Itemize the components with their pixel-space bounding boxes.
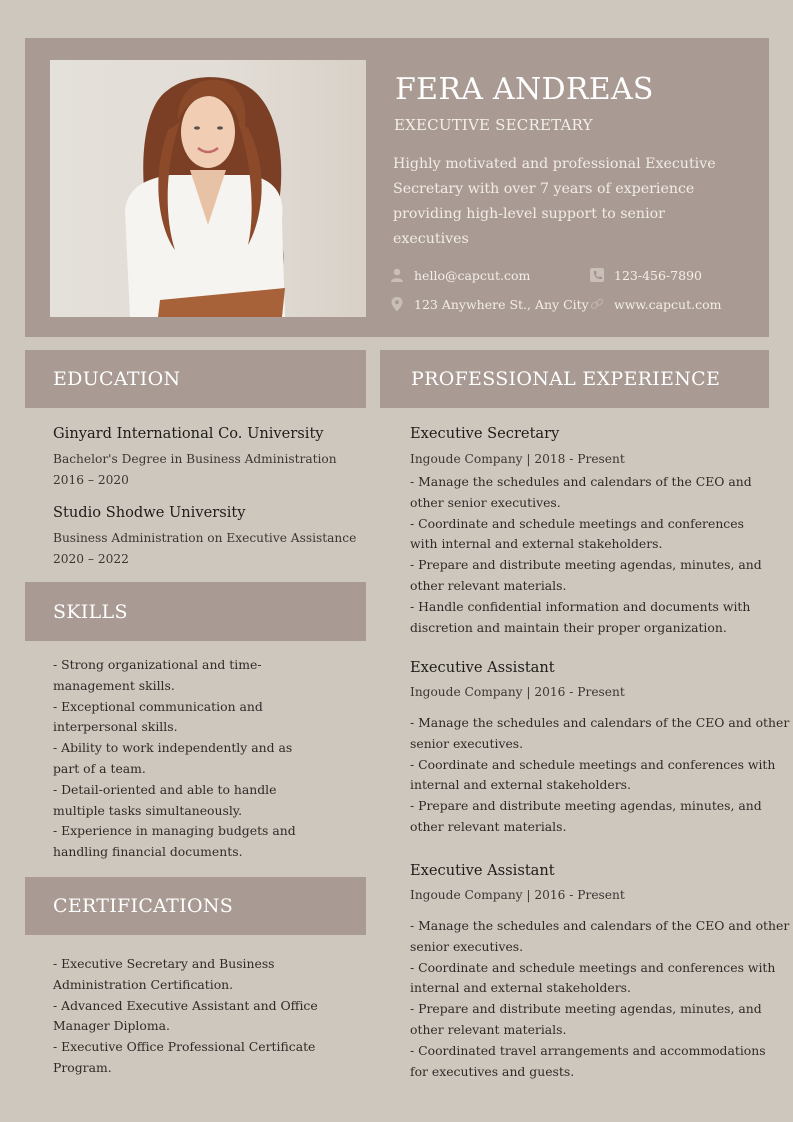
certification-line: Manager Diploma.	[53, 1018, 170, 1034]
certification-line: - Advanced Executive Assistant and Office	[53, 997, 318, 1013]
skills-heading: SKILLS	[53, 600, 128, 623]
skills-heading-box	[25, 582, 366, 641]
skill-line: - Detail-oriented and able to handle	[53, 781, 277, 797]
duty-line: - Coordinate and schedule meetings and conferences with	[410, 959, 776, 975]
education-heading: EDUCATION	[53, 368, 181, 390]
duty-line: - Coordinate and schedule meetings and conferences	[410, 515, 744, 531]
duty-line: - Prepare and distribute meeting agendas, minutes, and	[410, 798, 762, 814]
summary-line: Secretary with over 7 years of experience	[393, 181, 695, 197]
skill-line: - Ability to work independently and as	[53, 740, 293, 756]
address-text: 123 Anywhere St., Any City	[414, 296, 589, 312]
duty-line: - Manage the schedules and calendars of the CEO and other	[410, 918, 790, 933]
skill-line: multiple tasks simultaneously.	[53, 802, 243, 818]
education-years: 2016 – 2020	[53, 473, 129, 487]
website-text: www.capcut.com	[614, 296, 722, 312]
summary-line: providing high-level support to senior	[393, 206, 665, 222]
job-title: Executive Secretary	[410, 425, 560, 442]
job-duties	[410, 713, 789, 838]
duty-line: for executives and guests.	[410, 1063, 575, 1079]
duty-line: - Handle confidential information and documents with	[410, 598, 751, 614]
skill-line: - Strong organizational and time-	[53, 657, 262, 672]
contact-email[interactable]	[389, 267, 530, 283]
duty-line: discretion and maintain their proper organization.	[410, 619, 727, 635]
summary-line: Highly motivated and professional Executive	[393, 156, 716, 172]
person-icon	[389, 267, 405, 283]
certification-line: Program.	[53, 1059, 112, 1075]
experience-heading: PROFESSIONAL EXPERIENCE	[411, 368, 721, 390]
certifications-list	[53, 954, 318, 1079]
duty-line: other relevant materials.	[410, 1021, 567, 1037]
education-heading-box	[25, 350, 366, 408]
location-pin-icon	[389, 296, 405, 312]
contact-website[interactable]	[589, 296, 721, 312]
contact-phone[interactable]	[589, 267, 702, 283]
education-degree: Business Administration on Executive Assistance	[53, 531, 357, 545]
duty-line: other relevant materials.	[410, 818, 567, 834]
job-title: Executive Assistant	[410, 862, 555, 879]
candidate-name: FERA ANDREAS	[395, 72, 654, 107]
job-title: Executive Assistant	[410, 659, 555, 676]
certification-line: - Executive Secretary and Business	[53, 956, 275, 971]
duty-line: - Manage the schedules and calendars of the CEO and	[410, 474, 752, 489]
skill-line: handling financial documents.	[53, 844, 243, 860]
duty-line: - Prepare and distribute meeting agendas, minutes, and	[410, 557, 762, 573]
skill-line: interpersonal skills.	[53, 719, 178, 735]
duty-line: - Manage the schedules and calendars of the CEO and other	[410, 715, 790, 730]
duty-line: senior executives.	[410, 938, 524, 954]
duty-line: senior executives.	[410, 735, 524, 751]
job-title: EXECUTIVE SECRETARY	[394, 116, 593, 134]
duty-line: other relevant materials.	[410, 577, 567, 593]
job-duties	[410, 916, 789, 1082]
profile-summary	[393, 152, 743, 252]
duty-line: internal and external stakeholders.	[410, 980, 631, 996]
certification-line: - Executive Office Professional Certificate	[53, 1039, 316, 1055]
duty-line: internal and external stakeholders.	[410, 777, 631, 793]
certifications-heading-box	[25, 877, 366, 935]
phone-icon	[589, 267, 605, 283]
education-years: 2020 – 2022	[53, 552, 129, 566]
duty-line: with internal and external stakeholders.	[410, 536, 663, 552]
summary-line: executives	[393, 231, 469, 247]
contact-address	[389, 296, 589, 312]
skills-list	[53, 655, 296, 863]
job-company-dates: Ingoude Company | 2016 - Present	[410, 685, 625, 699]
duty-line: other senior executives.	[410, 494, 561, 510]
duty-line: - Prepare and distribute meeting agendas, minutes, and	[410, 1001, 762, 1017]
job-company-dates: Ingoude Company | 2018 - Present	[410, 452, 625, 466]
duty-line: - Coordinated travel arrangements and accommodations	[410, 1042, 766, 1058]
education-school: Ginyard International Co. University	[53, 425, 324, 442]
experience-heading-box	[380, 350, 769, 408]
education-degree: Bachelor's Degree in Business Administration	[53, 452, 337, 466]
email-text: hello@capcut.com	[414, 267, 531, 283]
link-icon	[589, 296, 605, 312]
portrait-illustration	[50, 60, 366, 317]
skill-line: - Exceptional communication and	[53, 698, 263, 714]
certification-line: Administration Certification.	[53, 976, 234, 992]
skill-line: management skills.	[53, 677, 175, 693]
skill-line: part of a team.	[53, 760, 146, 776]
job-company-dates: Ingoude Company | 2016 - Present	[410, 888, 625, 902]
profile-photo	[50, 60, 366, 317]
certifications-heading: CERTIFICATIONS	[53, 895, 234, 917]
skill-line: - Experience in managing budgets and	[53, 823, 296, 839]
education-school: Studio Shodwe University	[53, 504, 246, 521]
phone-text: 123-456-7890	[614, 267, 702, 283]
job-duties	[410, 472, 762, 638]
duty-line: - Coordinate and schedule meetings and conferences with	[410, 756, 776, 772]
